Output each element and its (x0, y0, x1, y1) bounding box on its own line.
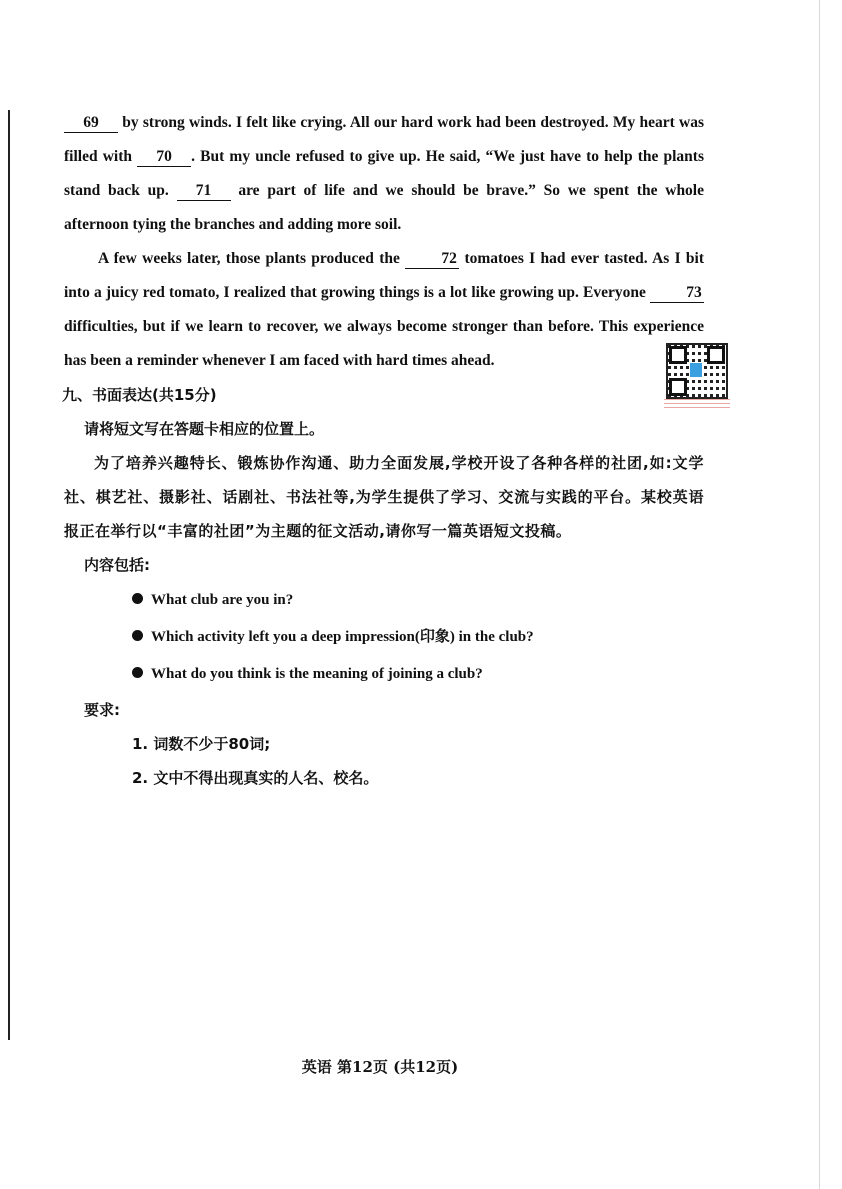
writing-prompt: 为了培养兴趣特长、锻炼协作沟通、助力全面发展,学校开设了各种各样的社团,如:文学社、棋艺社、摄影社、话剧社、书法社等,为学生提供了学习、交流与实践的平台。某校英语报正在举行以“丰富的社团”为主题的征文活动,请你写一篇英语短文投稿。 (64, 454, 704, 540)
content-bullets (64, 582, 704, 693)
bullet-item (64, 582, 704, 619)
qr-code-icon (666, 343, 728, 399)
blank-73: 73 (650, 284, 704, 303)
bullet-text: What club are you in? (151, 592, 294, 608)
bullet-text: Which activity left you a deep impression(印象) in the club? (151, 629, 534, 645)
passage-text: . But my uncle refused to give up. He said, “We just have to help the plants stand back up. (64, 148, 704, 199)
bullet-icon (132, 593, 143, 604)
page-content (64, 106, 704, 795)
passage-text: by strong winds. I felt like crying. All our hard work had been destroyed. My heart was filled with (64, 114, 704, 165)
qr-logo-icon (690, 363, 702, 377)
page-right-border (819, 0, 820, 1189)
passage-paragraph-1 (64, 106, 704, 242)
reading-passage (64, 106, 704, 378)
writing-section (64, 378, 704, 582)
writing-instruction: 请将短文写在答题卡相应的位置上。 (84, 420, 325, 438)
blank-71: 71 (177, 182, 231, 201)
requirement-item: 2. 文中不得出现真实的人名、校名。 (132, 769, 379, 787)
page-left-border (8, 110, 10, 1040)
qr-corner-icon (669, 346, 687, 364)
qr-caption-watermark (664, 398, 730, 408)
passage-text: difficulties, but if we learn to recover, we always become stronger than before. This experience has been a reminder whenever I am faced with hard times ahead. (64, 318, 704, 369)
bullet-text: What do you think is the meaning of joining a club? (151, 666, 483, 682)
qr-corner-icon (669, 378, 687, 396)
passage-text: are part of life and we should be brave.” So we spent the whole afternoon tying the branches and adding more soil. (64, 182, 704, 233)
content-label: 内容包括: (84, 556, 150, 574)
bullet-item (64, 656, 704, 693)
blank-70: 70 (137, 148, 191, 167)
requirement-item: 1. 词数不少于80词; (132, 735, 271, 753)
blank-69: 69 (64, 114, 118, 133)
page-footer: 英语 第12页 (共12页) (301, 1058, 459, 1076)
section-title: 九、书面表达(共15分) (62, 386, 217, 404)
bullet-item (64, 619, 704, 656)
requirements-block (64, 693, 704, 795)
passage-text: tomatoes I had ever tasted. As I bit into a juicy red tomato, I realized that growing things is a lot like growing up. Everyone (64, 250, 705, 301)
bullet-icon (132, 630, 143, 641)
bullet-icon (132, 667, 143, 678)
passage-text: A few weeks later, those plants produced the (98, 250, 406, 267)
qr-corner-icon (707, 346, 725, 364)
blank-72: 72 (405, 250, 459, 269)
requirements-label: 要求: (84, 701, 120, 719)
passage-paragraph-2 (64, 242, 704, 378)
